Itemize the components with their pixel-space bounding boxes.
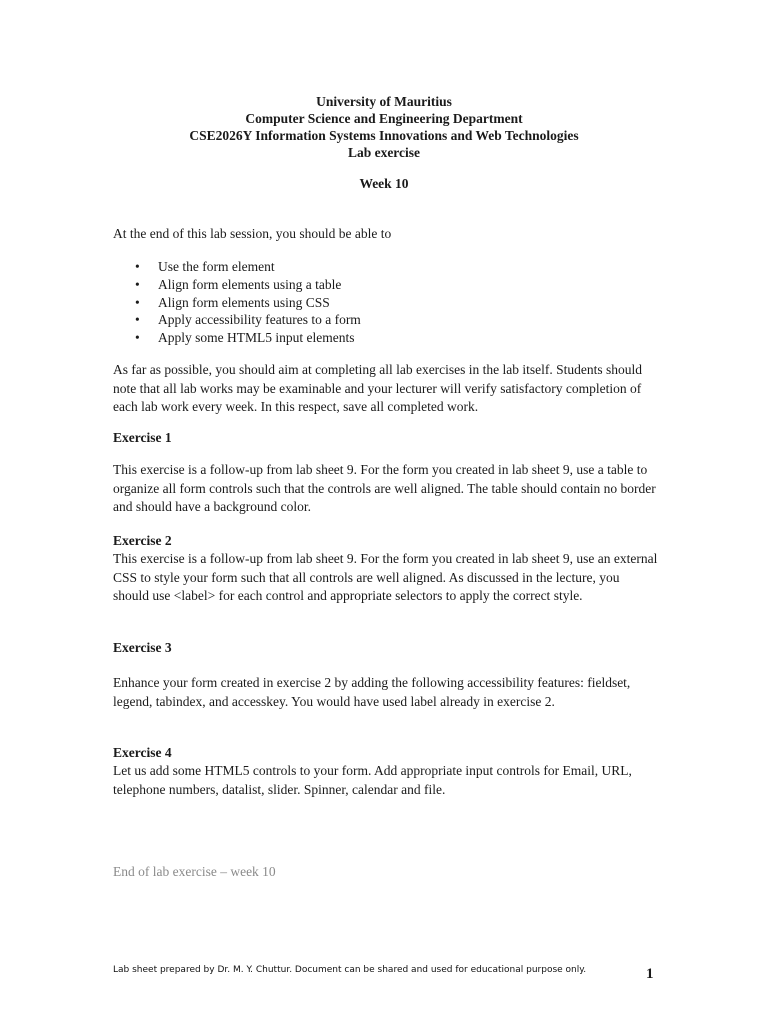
footer-text: Lab sheet prepared by Dr. M. Y. Chuttur. Document can be shared and used for educational purpose only. xyxy=(113,965,587,975)
page-number: 1 xyxy=(646,966,654,982)
list-item: • Align form elements using a table xyxy=(135,276,342,292)
bullet-icon: • xyxy=(135,259,140,274)
department-name: Computer Science and Engineering Department xyxy=(245,111,523,126)
bullet-icon: • xyxy=(135,330,140,346)
bullet-icon: • xyxy=(135,294,140,310)
completion-note: As far as possible, you should aim at completing all lab exercises in the lab itself. Students should note that all lab works may be examinable and your lecturer will verify satisfactory completion of each lab work every week. In this respect, save all completed work. xyxy=(113,362,643,414)
exercise-1-title: Exercise 1 xyxy=(113,430,172,445)
exercise-1-body: This exercise is a follow-up from lab sheet 9. For the form you created in lab sheet 9, use a table to organize all form controls such that the controls are well aligned. The table should contain no border and should have a background color. xyxy=(113,462,656,514)
bullet-icon: • xyxy=(135,276,140,292)
course-title: CSE2026Y Information Systems Innovations and Web Technologies xyxy=(189,128,579,143)
list-item: • Use the form element xyxy=(135,259,275,274)
university-name: University of Mauritius xyxy=(316,94,452,109)
end-note: End of lab exercise – week 10 xyxy=(113,864,276,879)
list-item: • Align form elements using CSS xyxy=(135,294,330,310)
objectives-list xyxy=(113,258,361,347)
exercise-3-title: Exercise 3 xyxy=(113,640,172,655)
document-header xyxy=(0,93,768,161)
bullet-icon: • xyxy=(135,312,140,328)
intro-text: At the end of this lab session, you should be able to xyxy=(113,226,392,241)
list-item: • Apply some HTML5 input elements xyxy=(135,330,355,346)
exercise-3-body: Enhance your form created in exercise 2 by adding the following accessibility features: fieldset, legend, tabindex, and accesskey. You would have used label already in exercise 2. xyxy=(113,675,631,709)
week-label: Week 10 xyxy=(359,176,409,191)
exercise-2-title: Exercise 2 xyxy=(113,533,172,548)
exercise-4-body: Let us add some HTML5 controls to your form. Add appropriate input controls for Email, URL, telephone numbers, datalist, slider. Spinner, calendar and file. xyxy=(113,763,632,797)
document-type: Lab exercise xyxy=(347,145,421,160)
exercise-4-title: Exercise 4 xyxy=(113,745,172,760)
list-item: • Apply accessibility features to a form xyxy=(135,312,361,328)
exercise-2-body: This exercise is a follow-up from lab sheet 9. For the form you created in lab sheet 9, use an external CSS to style your form such that all controls are well aligned. As discussed in the lecture, you should use <label> for each control and appropriate selectors to apply the correct style. xyxy=(113,551,658,603)
